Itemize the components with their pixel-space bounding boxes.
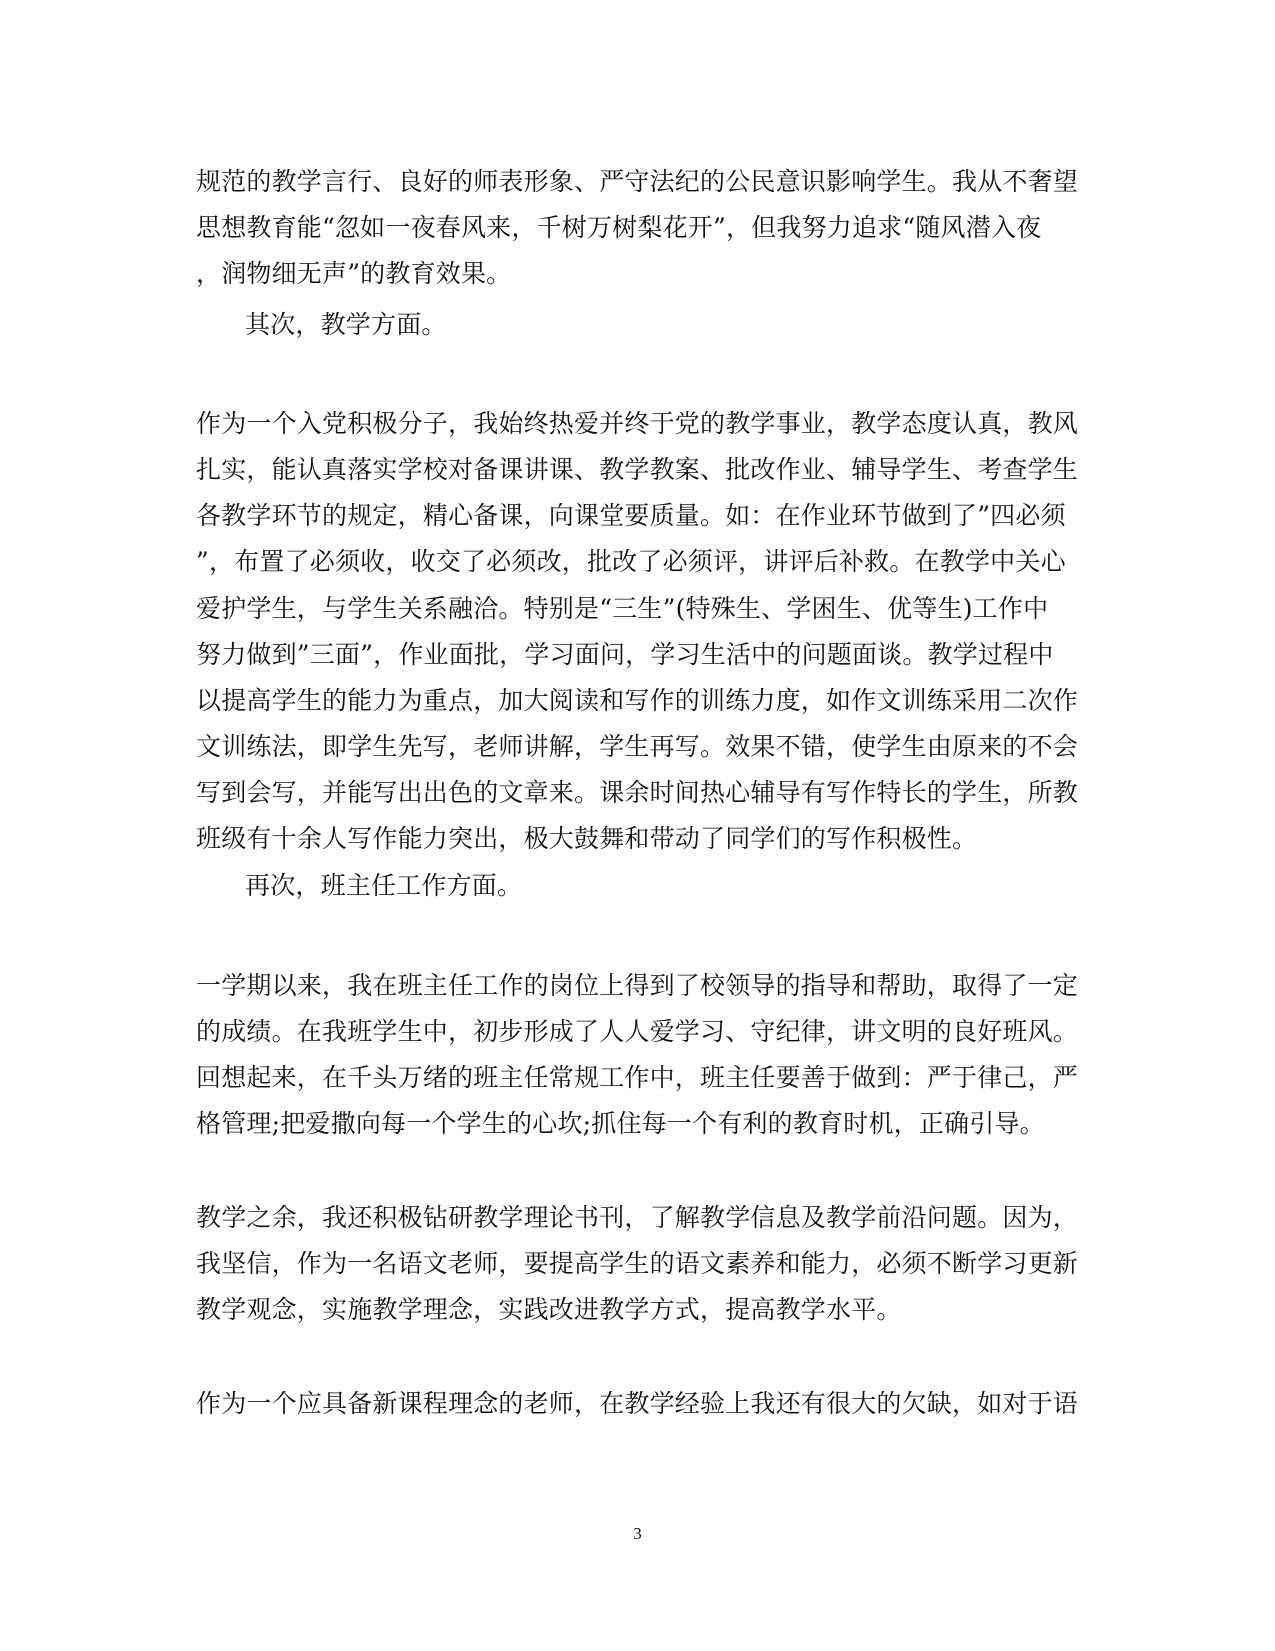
text-line: 扎实，能认真落实学校对备课讲课、教学教案、批改作业、辅导学生、考查学生 xyxy=(196,455,1079,484)
page-number: 3 xyxy=(633,1524,642,1543)
text-line: 回想起来，在千头万绪的班主任常规工作中，班主任要善于做到：严于律己，严 xyxy=(196,1063,1079,1092)
text-line: 格管理;把爱撒向每一个学生的心坎;抓住每一个有利的教育时机，正确引导。 xyxy=(196,1109,1045,1138)
text-line: 写到会写，并能写出出色的文章来。课余时间热心辅导有写作特长的学生，所教 xyxy=(196,778,1079,807)
text-line: 各教学环节的规定，精心备课，向课堂要质量。如：在作业环节做到了”四必须 xyxy=(196,501,1066,530)
text-line: ”，布置了必须收，收交了必须改，批改了必须评，讲评后补救。在教学中关心 xyxy=(196,547,1066,576)
text-line: 我坚信，作为一名语文老师，要提高学生的语文素养和能力，必须不断学习更新 xyxy=(196,1249,1079,1278)
text-line: ，润物细无声”的教育效果。 xyxy=(196,259,512,288)
text-line: 教学之余，我还积极钻研教学理论书刊，了解教学信息及教学前沿问题。因为， xyxy=(196,1203,1079,1232)
text-line: 努力做到”三面”，作业面批，学习面问，学习生活中的问题面谈。教学过程中 xyxy=(196,640,1054,669)
text-line: 班级有十余人写作能力突出，极大鼓舞和带动了同学们的写作积极性。 xyxy=(196,824,978,853)
text-line: 规范的教学言行、良好的师表形象、严守法纪的公民意识影响学生。我从不奢望 xyxy=(196,167,1079,196)
text-line: 一学期以来，我在班主任工作的岗位上得到了校领导的指导和帮助，取得了一定 xyxy=(196,971,1079,1000)
text-line: 的成绩。在我班学生中，初步形成了人人爱学习、守纪律，讲文明的良好班风。 xyxy=(196,1017,1079,1046)
text-line: 作为一个应具备新课程理念的老师，在教学经验上我还有很大的欠缺，如对于语 xyxy=(196,1389,1079,1418)
text-line: 文训练法，即学生先写，老师讲解，学生再写。效果不错，使学生由原来的不会 xyxy=(196,732,1079,761)
text-line: 作为一个入党积极分子，我始终热爱并终于党的教学事业，教学态度认真，教风 xyxy=(196,409,1079,438)
text-line: 思想教育能“忽如一夜春风来，千树万树梨花开”，但我努力追求“随风潜入夜 xyxy=(196,213,1042,242)
text-line: 教学观念，实施教学理念，实践改进教学方式，提高教学水平。 xyxy=(196,1295,902,1324)
text-line: 以提高学生的能力为重点，加大阅读和写作的训练力度，如作文训练采用二次作 xyxy=(196,686,1079,715)
section-heading-class-teacher: 再次，班主任工作方面。 xyxy=(245,871,523,900)
section-heading-teaching: 其次，教学方面。 xyxy=(245,310,447,339)
text-line: 爱护学生，与学生关系融洽。特别是“三生”(特殊生、学困生、优等生)工作中 xyxy=(196,594,1049,623)
